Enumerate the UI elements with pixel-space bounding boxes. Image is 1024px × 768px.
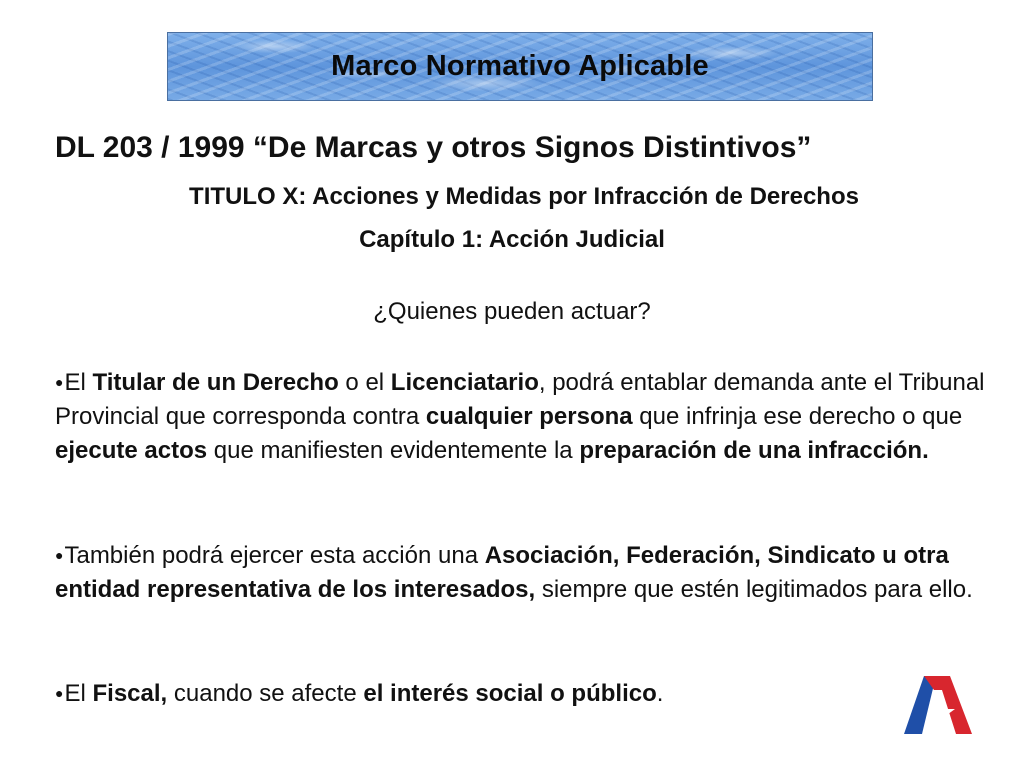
- bullet-text: .: [656, 680, 664, 707]
- bold-text: Licenciatario: [390, 369, 539, 396]
- bold-text: Titular de un Derecho: [92, 369, 339, 396]
- bullet-text: siempre que estén legitimados para ello.: [535, 576, 973, 603]
- slide-title: Marco Normativo Aplicable: [331, 50, 709, 82]
- red-blue-a-star-logo-icon: [902, 670, 974, 736]
- bullet-icon: ●: [55, 547, 64, 563]
- bold-text: el interés social o público: [363, 680, 657, 707]
- bold-text: Asociación, Federación, Sindicato u otra entidad representativa de los interesados,: [55, 542, 949, 603]
- title-banner: [167, 32, 873, 101]
- bullet-text: que infrinja ese derecho o que: [632, 403, 963, 430]
- chapter-subheading: Capítulo 1: Acción Judicial: [359, 226, 665, 253]
- bold-text: ejecute actos: [55, 437, 208, 464]
- bullet-text: El: [64, 369, 93, 396]
- bullet-text: que manifiesten evidentemente la: [207, 437, 580, 464]
- question-text: ¿Quienes pueden actuar?: [373, 298, 651, 325]
- bullet-text: El: [64, 680, 93, 707]
- bullet-text: o el: [338, 369, 391, 396]
- bold-text: preparación de una infracción.: [579, 437, 929, 464]
- bullet-text: , podrá entablar demanda ante el Tribunal Provincial que corresponda contra: [55, 369, 985, 430]
- title-x-subheading: TITULO X: Acciones y Medidas por Infracción de Derechos: [189, 183, 859, 210]
- bullet-text: cuando se afecte: [167, 680, 364, 707]
- law-heading: DL 203 / 1999 “De Marcas y otros Signos Distintivos”: [55, 131, 812, 164]
- bold-text: Fiscal,: [92, 680, 168, 707]
- bullet-paragraph-asociacion: [55, 538, 995, 607]
- bullet-paragraph-titular: [55, 365, 995, 468]
- bullet-icon: ●: [55, 685, 64, 701]
- bullet-icon: ●: [55, 374, 64, 390]
- bullet-text: También podrá ejercer esta acción una: [64, 542, 485, 569]
- bold-text: cualquier persona: [425, 403, 633, 430]
- organization-logo: [902, 670, 974, 736]
- bullet-paragraph-fiscal: [55, 676, 995, 711]
